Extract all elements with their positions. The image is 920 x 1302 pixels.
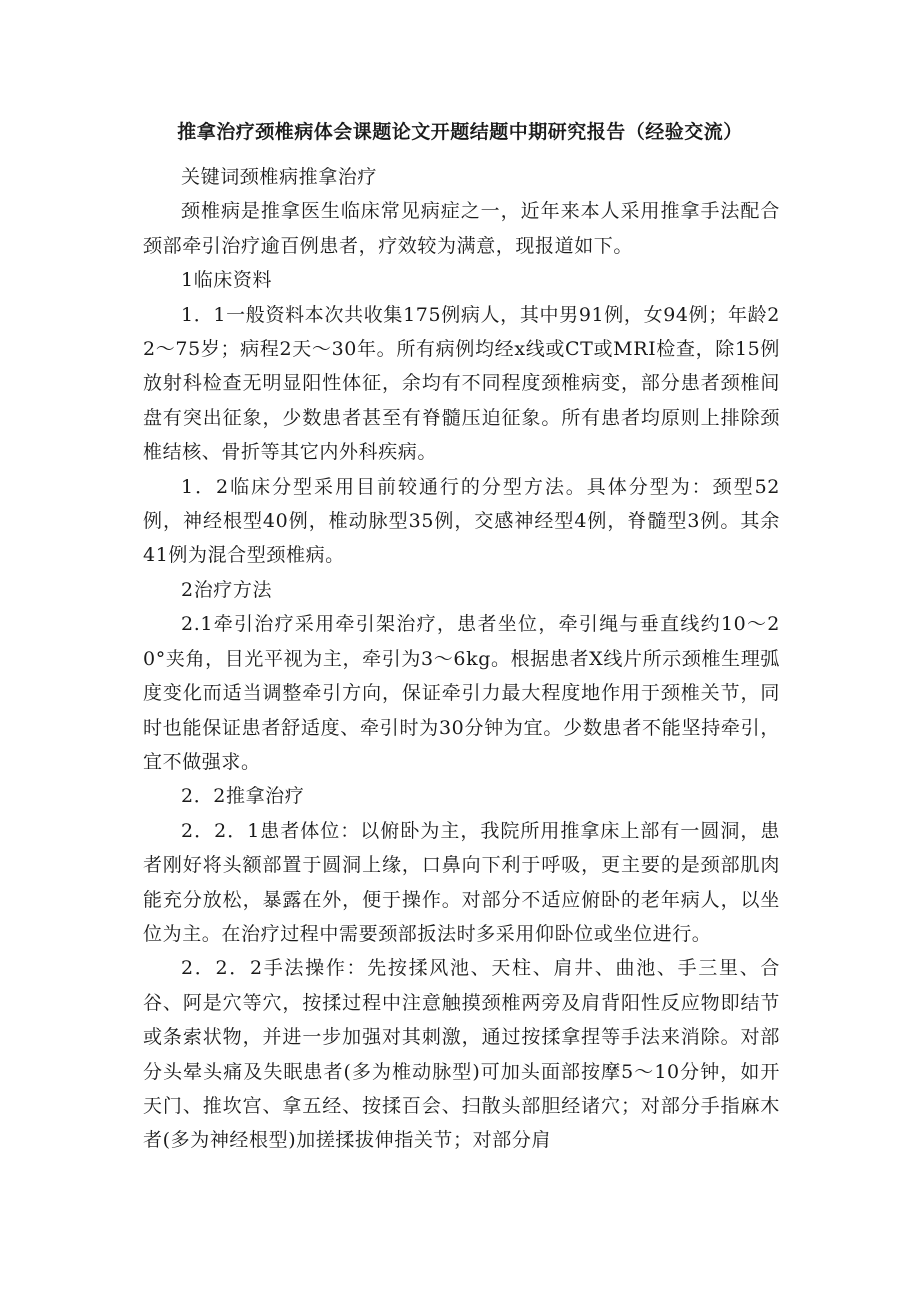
document-body (143, 160, 780, 1158)
paragraph-intro: 颈椎病是推拿医生临床常见病症之一，近年来本人采用推拿手法配合颈部牵引治疗逾百例患者，疗效较为满意，现报道如下。 (143, 200, 780, 257)
paragraph-patient-position: 2．2．1患者体位：以俯卧为主，我院所用推拿床上部有一圆洞，患者刚好将头额部置于圆洞上缘，口鼻向下利于呼吸，更主要的是颈部肌肉能充分放松，暴露在外，便于操作。对部分不适应俯卧的老年病人，以坐位为主。在治疗过程中需要颈部扳法时多采用仰卧位或坐位进行。 (143, 819, 780, 945)
heading-treatment-method: 2治疗方法 (181, 578, 273, 601)
paragraph-clinical-typing: 1．2临床分型采用目前较通行的分型方法。具体分型为：颈型52例，神经根型40例，椎动脉型35例，交感神经型4例，脊髓型3例。其余41例为混合型颈椎病。 (143, 475, 780, 567)
document-title: 推拿治疗颈椎病体会课题论文开题结题中期研究报告（经验交流） (177, 121, 743, 143)
paragraph-keywords: 关键词颈椎病推拿治疗 (181, 166, 378, 188)
paragraph-manipulation: 2．2．2手法操作：先按揉风池、天柱、肩井、曲池、手三里、合谷、阿是穴等穴，按揉过程中注意触摸颈椎两旁及肩背阳性反应物即结节或条索状物，并进一步加强对其刺激，通过按揉拿捏等手法来消除。对部分头晕头痛及失眠患者(多为椎动脉型)可加头面部按摩5～10分钟，如开天门、推坎宫、拿五经、按揉百会、扫散头部胆经诸穴；对部分手指麻木者(多为神经根型)加搓揉拔伸指关节；对部分肩 (143, 957, 780, 1152)
heading-clinical-data: 1临床资料 (181, 269, 273, 292)
heading-massage-treatment: 2．2推拿治疗 (181, 785, 305, 808)
paragraph-traction: 2.1牵引治疗采用牵引架治疗，患者坐位，牵引绳与垂直线约10～20°夹角，目光平视为主，牵引为3～6kg。根据患者X线片所示颈椎生理弧度变化而适当调整牵引方向，保证牵引力最大程度地作用于颈椎关节，同时也能保证患者舒适度、牵引时为30分钟为宜。少数患者不能坚持牵引，宜不做强求。 (143, 613, 780, 773)
paragraph-general-data: 1．1一般资料本次共收集175例病人，其中男91例，女94例；年龄22～75岁；病程2天～30年。所有病例均经x线或CT或MRI检查，除15例放射科检查无明显阳性体征，余均有不同程度颈椎病变，部分患者颈椎间盘有突出征象，少数患者甚至有脊髓压迫征象。所有患者均原则上排除颈椎结核、骨折等其它内外科疾病。 (143, 303, 780, 464)
